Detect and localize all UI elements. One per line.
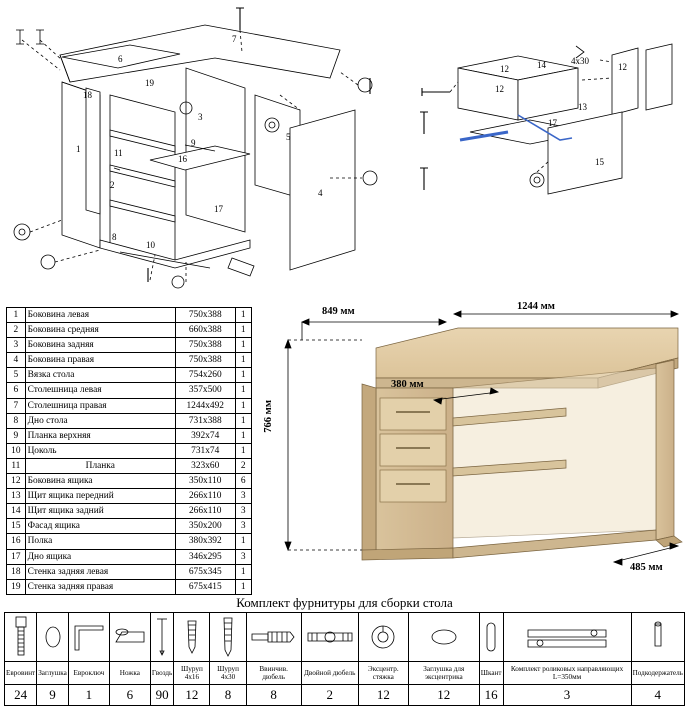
part-number: 11: [7, 458, 26, 473]
parts-table: [6, 307, 252, 595]
part-quantity: 1: [235, 338, 251, 353]
euro-screw-icon: [5, 613, 37, 662]
svg-text:3: 3: [198, 112, 203, 122]
part-number: 16: [7, 534, 26, 549]
hardware-count: 4: [631, 685, 684, 706]
hardware-label: Евровинт: [5, 662, 37, 685]
part-number: 2: [7, 323, 26, 338]
table-row: [7, 443, 252, 458]
svg-text:18: 18: [83, 90, 92, 100]
hardware-icons-row: [5, 613, 685, 662]
svg-text:12: 12: [500, 64, 509, 74]
part-quantity: 1: [235, 368, 251, 383]
table-row: [7, 383, 252, 398]
part-dimension: 754x260: [175, 368, 235, 383]
hardware-count: 6: [109, 685, 150, 706]
svg-text:4: 4: [318, 188, 323, 198]
part-number: 7: [7, 398, 26, 413]
hardware-label: Евроключ: [68, 662, 109, 685]
part-dimension: 350x110: [175, 474, 235, 489]
svg-text:16: 16: [178, 154, 187, 164]
svg-text:4х30: 4х30: [571, 56, 589, 66]
part-name: Стенка задняя правая: [25, 579, 175, 594]
table-row: [7, 413, 252, 428]
table-row: [7, 534, 252, 549]
part-dimension: 380x392: [175, 534, 235, 549]
table-row: [7, 549, 252, 564]
eccentric-cap-icon: [408, 613, 479, 662]
hardware-table: [4, 612, 685, 706]
part-dimension: 357x500: [175, 383, 235, 398]
table-row: [7, 579, 252, 594]
hardware-count: 12: [358, 685, 408, 706]
svg-text:13: 13: [578, 102, 587, 112]
svg-text:1: 1: [76, 144, 81, 154]
part-quantity: 1: [235, 579, 251, 594]
hardware-count: 8: [210, 685, 246, 706]
part-name: Планка верхняя: [25, 428, 175, 443]
dim-width-left: 849 мм: [322, 306, 355, 317]
part-number: 6: [7, 383, 26, 398]
svg-text:17: 17: [548, 118, 557, 128]
part-name: Дно ящика: [25, 549, 175, 564]
hardware-count: 1: [68, 685, 109, 706]
part-dimension: 675x415: [175, 579, 235, 594]
double-dowel-icon: [301, 613, 358, 662]
svg-text:12: 12: [495, 84, 504, 94]
part-quantity: 3: [235, 504, 251, 519]
svg-text:19: 19: [145, 78, 154, 88]
part-name: Боковина правая: [25, 353, 175, 368]
hardware-count: 2: [301, 685, 358, 706]
dim-depth-top: 380 мм: [391, 379, 424, 390]
part-quantity: 1: [235, 308, 251, 323]
part-number: 3: [7, 338, 26, 353]
part-name: Боковина задняя: [25, 338, 175, 353]
table-row: [7, 338, 252, 353]
nail-icon: [150, 613, 173, 662]
part-number: 19: [7, 579, 26, 594]
hardware-label: Ножка: [109, 662, 150, 685]
table-row: [7, 353, 252, 368]
hardware-label: Подкодержатель: [631, 662, 684, 685]
hardware-label: Заглушка для эксцентрика: [408, 662, 479, 685]
part-dimension: 346x295: [175, 549, 235, 564]
part-number: 9: [7, 428, 26, 443]
dim-depth-bottom: 485 мм: [630, 562, 663, 573]
hardware-label: Двойной дюбель: [301, 662, 358, 685]
part-dimension: 750x388: [175, 308, 235, 323]
cup-holder-icon: [631, 613, 684, 662]
screw-4x30-icon: [210, 613, 246, 662]
part-number: 13: [7, 489, 26, 504]
table-row: [7, 474, 252, 489]
table-row: [7, 308, 252, 323]
leg-icon: [109, 613, 150, 662]
hardware-label: Комплект роликовых направляющих L=350мм: [503, 662, 631, 685]
svg-text:11: 11: [114, 148, 123, 158]
part-number: 1: [7, 308, 26, 323]
part-dimension: 323x60: [175, 458, 235, 473]
part-quantity: 1: [235, 323, 251, 338]
svg-text:14: 14: [537, 60, 546, 70]
part-number: 4: [7, 353, 26, 368]
part-dimension: 675x345: [175, 564, 235, 579]
part-name: Столешница правая: [25, 398, 175, 413]
part-name: Вязка стола: [25, 368, 175, 383]
eccentric-tie-icon: [358, 613, 408, 662]
part-dimension: 1244x492: [175, 398, 235, 413]
svg-text:5: 5: [286, 132, 291, 142]
part-number: 17: [7, 549, 26, 564]
part-quantity: 1: [235, 443, 251, 458]
hardware-label: Шкант: [479, 662, 503, 685]
part-quantity: 1: [235, 353, 251, 368]
part-number: 14: [7, 504, 26, 519]
part-name: Столешница левая: [25, 383, 175, 398]
part-dimension: 731x74: [175, 443, 235, 458]
cap-plug-icon: [37, 613, 69, 662]
hardware-label: Ввинчив. дюбель: [246, 662, 301, 685]
part-number: 10: [7, 443, 26, 458]
part-name: Боковина средняя: [25, 323, 175, 338]
part-quantity: 2: [235, 458, 251, 473]
dim-height: 766 мм: [263, 400, 274, 433]
part-quantity: 1: [235, 383, 251, 398]
hardware-labels-row: [5, 662, 685, 685]
table-row: [7, 489, 252, 504]
table-row: [7, 504, 252, 519]
part-quantity: 1: [235, 413, 251, 428]
part-dimension: 392x74: [175, 428, 235, 443]
table-row: [7, 428, 252, 443]
roller-rails-icon: [503, 613, 631, 662]
part-name: Стенка задняя левая: [25, 564, 175, 579]
part-quantity: 1: [235, 534, 251, 549]
svg-text:15: 15: [595, 157, 604, 167]
table-row: [7, 519, 252, 534]
exploded-cabinet-diagram: [0, 0, 400, 300]
hardware-count: 90: [150, 685, 173, 706]
part-name: Боковина левая: [25, 308, 175, 323]
part-dimension: 660x388: [175, 323, 235, 338]
svg-text:8: 8: [112, 232, 117, 242]
desk-3d-view: [258, 300, 689, 590]
part-dimension: 266x110: [175, 504, 235, 519]
hardware-label: Заглушка: [37, 662, 69, 685]
part-name: Дно стола: [25, 413, 175, 428]
hardware-kit-title: Комплект фурнитуры для сборки стола: [236, 595, 453, 610]
dim-width-total: 1244 мм: [517, 301, 555, 312]
table-row: [7, 458, 252, 473]
hardware-count: 24: [5, 685, 37, 706]
hardware-counts-row: [5, 685, 685, 706]
part-number: 15: [7, 519, 26, 534]
part-quantity: 3: [235, 549, 251, 564]
parts-table-body: [7, 308, 252, 595]
hardware-label: Гвоздь: [150, 662, 173, 685]
part-dimension: 750x388: [175, 353, 235, 368]
part-name: Полка: [25, 534, 175, 549]
svg-text:10: 10: [146, 240, 155, 250]
part-name: Цоколь: [25, 443, 175, 458]
table-row: [7, 564, 252, 579]
table-row: [7, 323, 252, 338]
part-name: Щит ящика передний: [25, 489, 175, 504]
exploded-drawer-diagram: [400, 20, 689, 210]
screw-in-dowel-icon: [246, 613, 301, 662]
hardware-label: Шуруп 4х30: [210, 662, 246, 685]
euro-key-icon: [68, 613, 109, 662]
part-number: 18: [7, 564, 26, 579]
part-name: Щит ящика задний: [25, 504, 175, 519]
hardware-count: 8: [246, 685, 301, 706]
svg-text:12: 12: [618, 62, 627, 72]
table-row: [7, 368, 252, 383]
svg-text:6: 6: [118, 54, 123, 64]
part-dimension: 731x388: [175, 413, 235, 428]
hardware-count: 9: [37, 685, 69, 706]
part-quantity: 1: [235, 428, 251, 443]
part-quantity: 3: [235, 519, 251, 534]
part-name: Фасад ящика: [25, 519, 175, 534]
part-dimension: 350x200: [175, 519, 235, 534]
svg-text:17: 17: [214, 204, 223, 214]
part-name: Боковина ящика: [25, 474, 175, 489]
part-name: Планка: [25, 458, 175, 473]
dowel-pin-icon: [479, 613, 503, 662]
hardware-label: Шуруп 4х16: [174, 662, 210, 685]
hardware-count: 12: [174, 685, 210, 706]
part-quantity: 1: [235, 564, 251, 579]
part-quantity: 3: [235, 489, 251, 504]
part-quantity: 6: [235, 474, 251, 489]
part-number: 12: [7, 474, 26, 489]
part-dimension: 266x110: [175, 489, 235, 504]
svg-text:2: 2: [110, 180, 115, 190]
svg-text:9: 9: [191, 138, 196, 148]
hardware-label: Эксцентр. стяжка: [358, 662, 408, 685]
part-dimension: 750x388: [175, 338, 235, 353]
hardware-count: 12: [408, 685, 479, 706]
part-quantity: 1: [235, 398, 251, 413]
screw-4x16-icon: [174, 613, 210, 662]
table-row: [7, 398, 252, 413]
hardware-count: 16: [479, 685, 503, 706]
part-number: 8: [7, 413, 26, 428]
hardware-count: 3: [503, 685, 631, 706]
part-number: 5: [7, 368, 26, 383]
svg-text:7: 7: [232, 34, 237, 44]
